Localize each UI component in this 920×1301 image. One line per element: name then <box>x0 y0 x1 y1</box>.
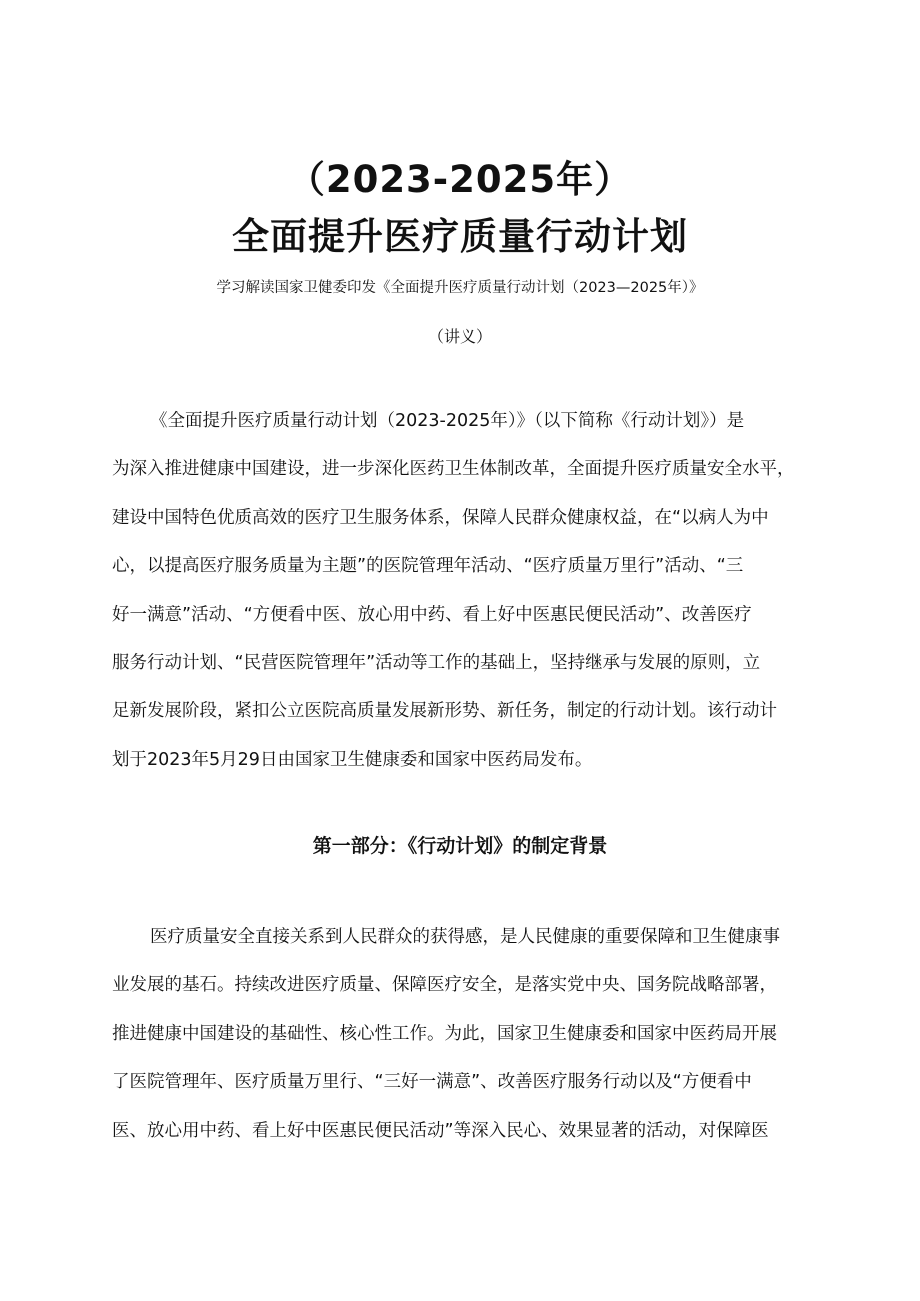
document-title-year: （2023-2025年） <box>287 158 633 201</box>
paragraph-line: 医疗质量安全直接关系到人民群众的获得感，是人民健康的重要保障和卫生健康事 <box>150 927 780 947</box>
paragraph-line: 划于2023年5月29日由国家卫生健康委和国家中医药局发布。 <box>112 749 593 770</box>
section-heading: 第一部分：《行动计划》的制定背景 <box>312 835 608 857</box>
document-subtitle: 学习解读国家卫健委印发《全面提升医疗质量行动计划（2023—2025年）》 <box>216 280 704 296</box>
paragraph-line: 建设中国特色优质高效的医疗卫生服务体系，保障人民群众健康权益，在“以病人为中 <box>112 507 769 528</box>
paragraph-line: 为深入推进健康中国建设，进一步深化医药卫生体制改革，全面提升医疗质量安全水平， <box>112 459 795 480</box>
paragraph-line: 了医院管理年、医疗质量万里行、“三好一满意”、改善医疗服务行动以及“方便看中 <box>112 1072 752 1093</box>
lecture-label: （讲义） <box>427 327 492 346</box>
paragraph-line: 《全面提升医疗质量行动计划（2023-2025年）》（以下简称《行动计划》）是 <box>150 411 745 431</box>
document-title-main: 全面提升医疗质量行动计划 <box>232 215 688 258</box>
paragraph-line: 心，以提高医疗服务质量为主题”的医院管理年活动、“医疗质量万里行”活动、“三 <box>112 556 744 577</box>
paragraph-line: 业发展的基石。持续改进医疗质量、保障医疗安全，是落实党中央、国务院战略部署， <box>112 975 777 996</box>
paragraph-line: 服务行动计划、“民营医院管理年”活动等工作的基础上，坚持继承与发展的原则，立 <box>112 652 761 673</box>
paragraph-line: 足新发展阶段，紧扣公立医院高质量发展新形势、新任务，制定的行动计划。该行动计 <box>112 701 777 722</box>
paragraph-line: 医、放心用中药、看上好中医惠民便民活动”等深入民心、效果显著的活动，对保障医 <box>112 1120 769 1141</box>
intro-paragraph <box>112 397 822 784</box>
paragraph-line: 好一满意”活动、“方便看中医、放心用中药、看上好中医惠民便民活动”、改善医疗 <box>112 604 752 625</box>
paragraph-line: 推进健康中国建设的基础性、核心性工作。为此，国家卫生健康委和国家中医药局开展 <box>112 1023 777 1044</box>
background-paragraph <box>112 913 822 1155</box>
